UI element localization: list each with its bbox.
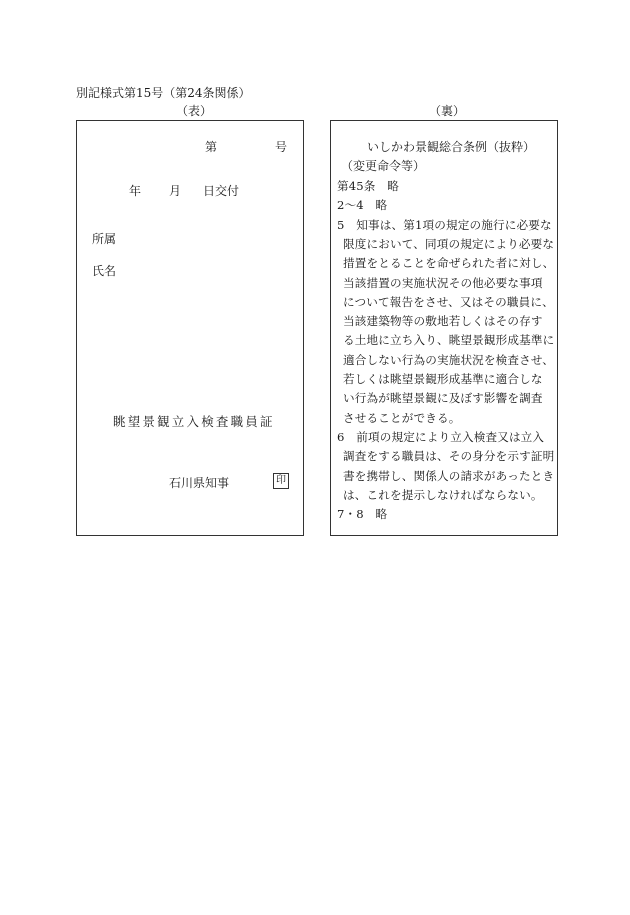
number-suffix: 号 bbox=[275, 140, 288, 154]
ordinance-line: させることができる。 bbox=[343, 410, 461, 425]
id-card-front bbox=[76, 120, 304, 536]
issuer-name: 石川県知事 bbox=[169, 476, 230, 490]
ordinance-line: い行為が眺望景観に及ぼす影響を調査 bbox=[343, 391, 543, 406]
ordinance-line: 6 前項の規定により立入検査又は立入 bbox=[337, 429, 545, 444]
ordinance-subtitle: （変更命令等） bbox=[341, 159, 426, 173]
ordinance-line: 2〜4 略 bbox=[337, 198, 388, 213]
date-year-label: 年 bbox=[129, 184, 142, 198]
ordinance-line: 書を携帯し、関係人の請求があったとき bbox=[343, 468, 555, 483]
form-title: 別記様式第15号（第24条関係） bbox=[76, 86, 251, 100]
number-label: 第 bbox=[205, 140, 218, 154]
ordinance-line: 限度において、同項の規定により必要な bbox=[343, 236, 555, 251]
date-month-label: 月 bbox=[169, 184, 182, 198]
ordinance-line: 当該措置の実施状況その他必要な事項 bbox=[343, 275, 543, 290]
seal-stamp: 印 bbox=[273, 473, 289, 489]
ordinance-line: 当該建築物等の敷地若しくはその存す bbox=[343, 314, 543, 329]
ordinance-line: 5 知事は、第1項の規定の施行に必要な bbox=[337, 217, 552, 232]
name-label: 氏名 bbox=[92, 264, 117, 278]
back-side-caption: （裏） bbox=[429, 104, 466, 118]
ordinance-line: 第45条 略 bbox=[337, 179, 400, 193]
issue-date-line bbox=[129, 182, 239, 199]
ordinance-line: について報告をさせ、又はその職員に、 bbox=[343, 294, 554, 309]
ordinance-line: る土地に立ち入り、眺望景観形成基準に bbox=[343, 333, 555, 348]
id-card-back bbox=[330, 120, 558, 536]
ordinance-line: 7・8 略 bbox=[337, 507, 388, 522]
ordinance-line: 若しくは眺望景観形成基準に適合しな bbox=[343, 372, 543, 386]
affiliation-label: 所属 bbox=[92, 232, 117, 246]
card-title: 眺望景観立入検査職員証 bbox=[113, 414, 275, 429]
ordinance-line: 調査をする職員は、その身分を示す証明 bbox=[343, 449, 555, 464]
ordinance-line: は、これを提示しなければならない。 bbox=[343, 487, 543, 502]
ordinance-line: 措置をとることを命ぜられた者に対し、 bbox=[343, 256, 555, 271]
front-side-caption: （表） bbox=[176, 104, 213, 118]
ordinance-title: いしかわ景観総合条例（抜粋） bbox=[367, 140, 536, 154]
date-issued-label: 日交付 bbox=[203, 184, 240, 198]
ordinance-line: 適合しない行為の実施状況を検査させ、 bbox=[343, 352, 555, 367]
